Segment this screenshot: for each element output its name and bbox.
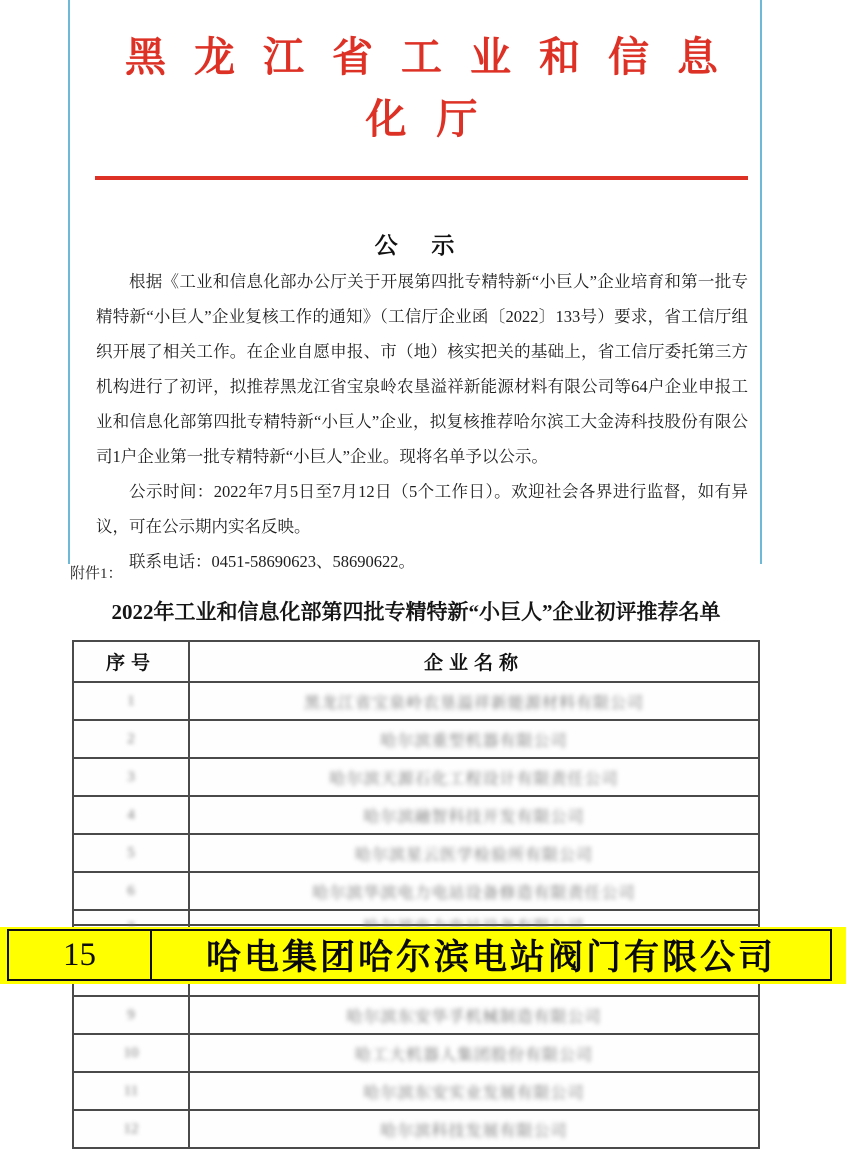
table-row-clipped-at-bottom xyxy=(73,1110,759,1148)
attachment-label: 附件1： xyxy=(70,566,123,582)
row-no: 4 xyxy=(127,807,135,823)
table-row xyxy=(73,1072,759,1110)
table-row xyxy=(73,872,759,910)
row-no: 5 xyxy=(127,845,135,861)
notice-paragraph-1: 根据《工业和信息化部办公厅关于开展第四批专精特新“小巨人”企业培育和第一批专精特新“小巨人”企业复核工作的通知》（工信厅企业函〔2022〕133号）要求，省工信厅组织开展了相关工作。在企业自愿申报、市（地）核实把关的基础上，省工信厅委托第三方机构进行了初评，拟推荐黑龙江省宝泉岭农垦溢祥新能源材料有限公司等64户企业申报工业和信息化部第四批专精特新“小巨人”企业，拟复核推荐哈尔滨工大金涛科技股份有限公司1户企业第一批专精特新“小巨人”企业。现将名单予以公示。 xyxy=(96,272,748,466)
column-header-no: 序号 xyxy=(73,641,189,682)
row-no: 10 xyxy=(123,1045,139,1061)
table-row-partially-covered xyxy=(73,910,759,925)
row-company-name: 黑龙江省宝泉岭农垦溢祥新能源材料有限公司 xyxy=(303,694,644,712)
highlighted-row-box xyxy=(7,929,832,981)
table-row xyxy=(73,996,759,1034)
table-row xyxy=(73,796,759,834)
row-no: 6 xyxy=(127,883,135,899)
column-header-name: 企业名称 xyxy=(189,641,759,682)
row-company-name: 哈工大机器人集团股份有限公司 xyxy=(354,1046,593,1064)
highlighted-row-no: 15 xyxy=(9,931,152,979)
notice-paragraph-2: 公示时间：2022年7月5日至7月12日（5个工作日）。欢迎社会各界进行监督，如有异议，可在公示期内实名反映。 xyxy=(96,482,748,536)
highlighted-row-overlay xyxy=(0,927,846,984)
highlighted-row-company-name: 哈电集团哈尔滨电站阀门有限公司 xyxy=(205,938,776,977)
row-no: 12 xyxy=(123,1121,139,1137)
letterhead-divider-rule xyxy=(95,176,748,180)
row-no: 11 xyxy=(123,1083,139,1099)
table-header-row xyxy=(73,641,759,682)
row-company-name: 哈尔滨华滨电力电站设备修造有限责任公司 xyxy=(312,884,636,902)
roster-table-title: 2022年工业和信息化部第四批专精特新“小巨人”企业初评推荐名单 xyxy=(111,600,721,624)
table-row xyxy=(73,1034,759,1072)
row-company-name: 哈尔滨星云医学检验所有限公司 xyxy=(354,846,593,864)
notice-paragraph-3: 联系电话：0451-58690623、58690622。 xyxy=(129,552,415,571)
row-company-name: 哈尔滨科技发展有限公司 xyxy=(380,1122,568,1140)
row-company-name: 哈尔滨融智科技开发有限公司 xyxy=(363,808,585,826)
row-company-name: 哈尔滨东安华孚机械制造有限公司 xyxy=(346,1008,602,1026)
row-company-name: 哈尔滨东安实业发展有限公司 xyxy=(363,1084,585,1102)
roster-table xyxy=(72,640,760,1149)
agency-letterhead xyxy=(95,26,748,150)
agency-title-line2: 化厅 xyxy=(365,96,508,142)
notice-title: 公 示 xyxy=(374,233,469,258)
table-row xyxy=(73,758,759,796)
row-no: 9 xyxy=(127,1007,135,1023)
table-row xyxy=(73,834,759,872)
page-scan-left-edge xyxy=(68,0,70,564)
row-no: 1 xyxy=(127,693,135,709)
row-company-name: 哈尔滨重型机器有限公司 xyxy=(380,732,568,750)
table-row xyxy=(73,682,759,720)
table-row xyxy=(73,720,759,758)
row-no: 2 xyxy=(127,731,135,747)
row-company-name: 哈尔滨天源石化工程设计有限责任公司 xyxy=(329,770,619,788)
notice-body xyxy=(96,264,748,579)
agency-title-line1: 黑龙江省工业和信息 xyxy=(125,34,746,80)
row-no: 3 xyxy=(127,769,135,785)
